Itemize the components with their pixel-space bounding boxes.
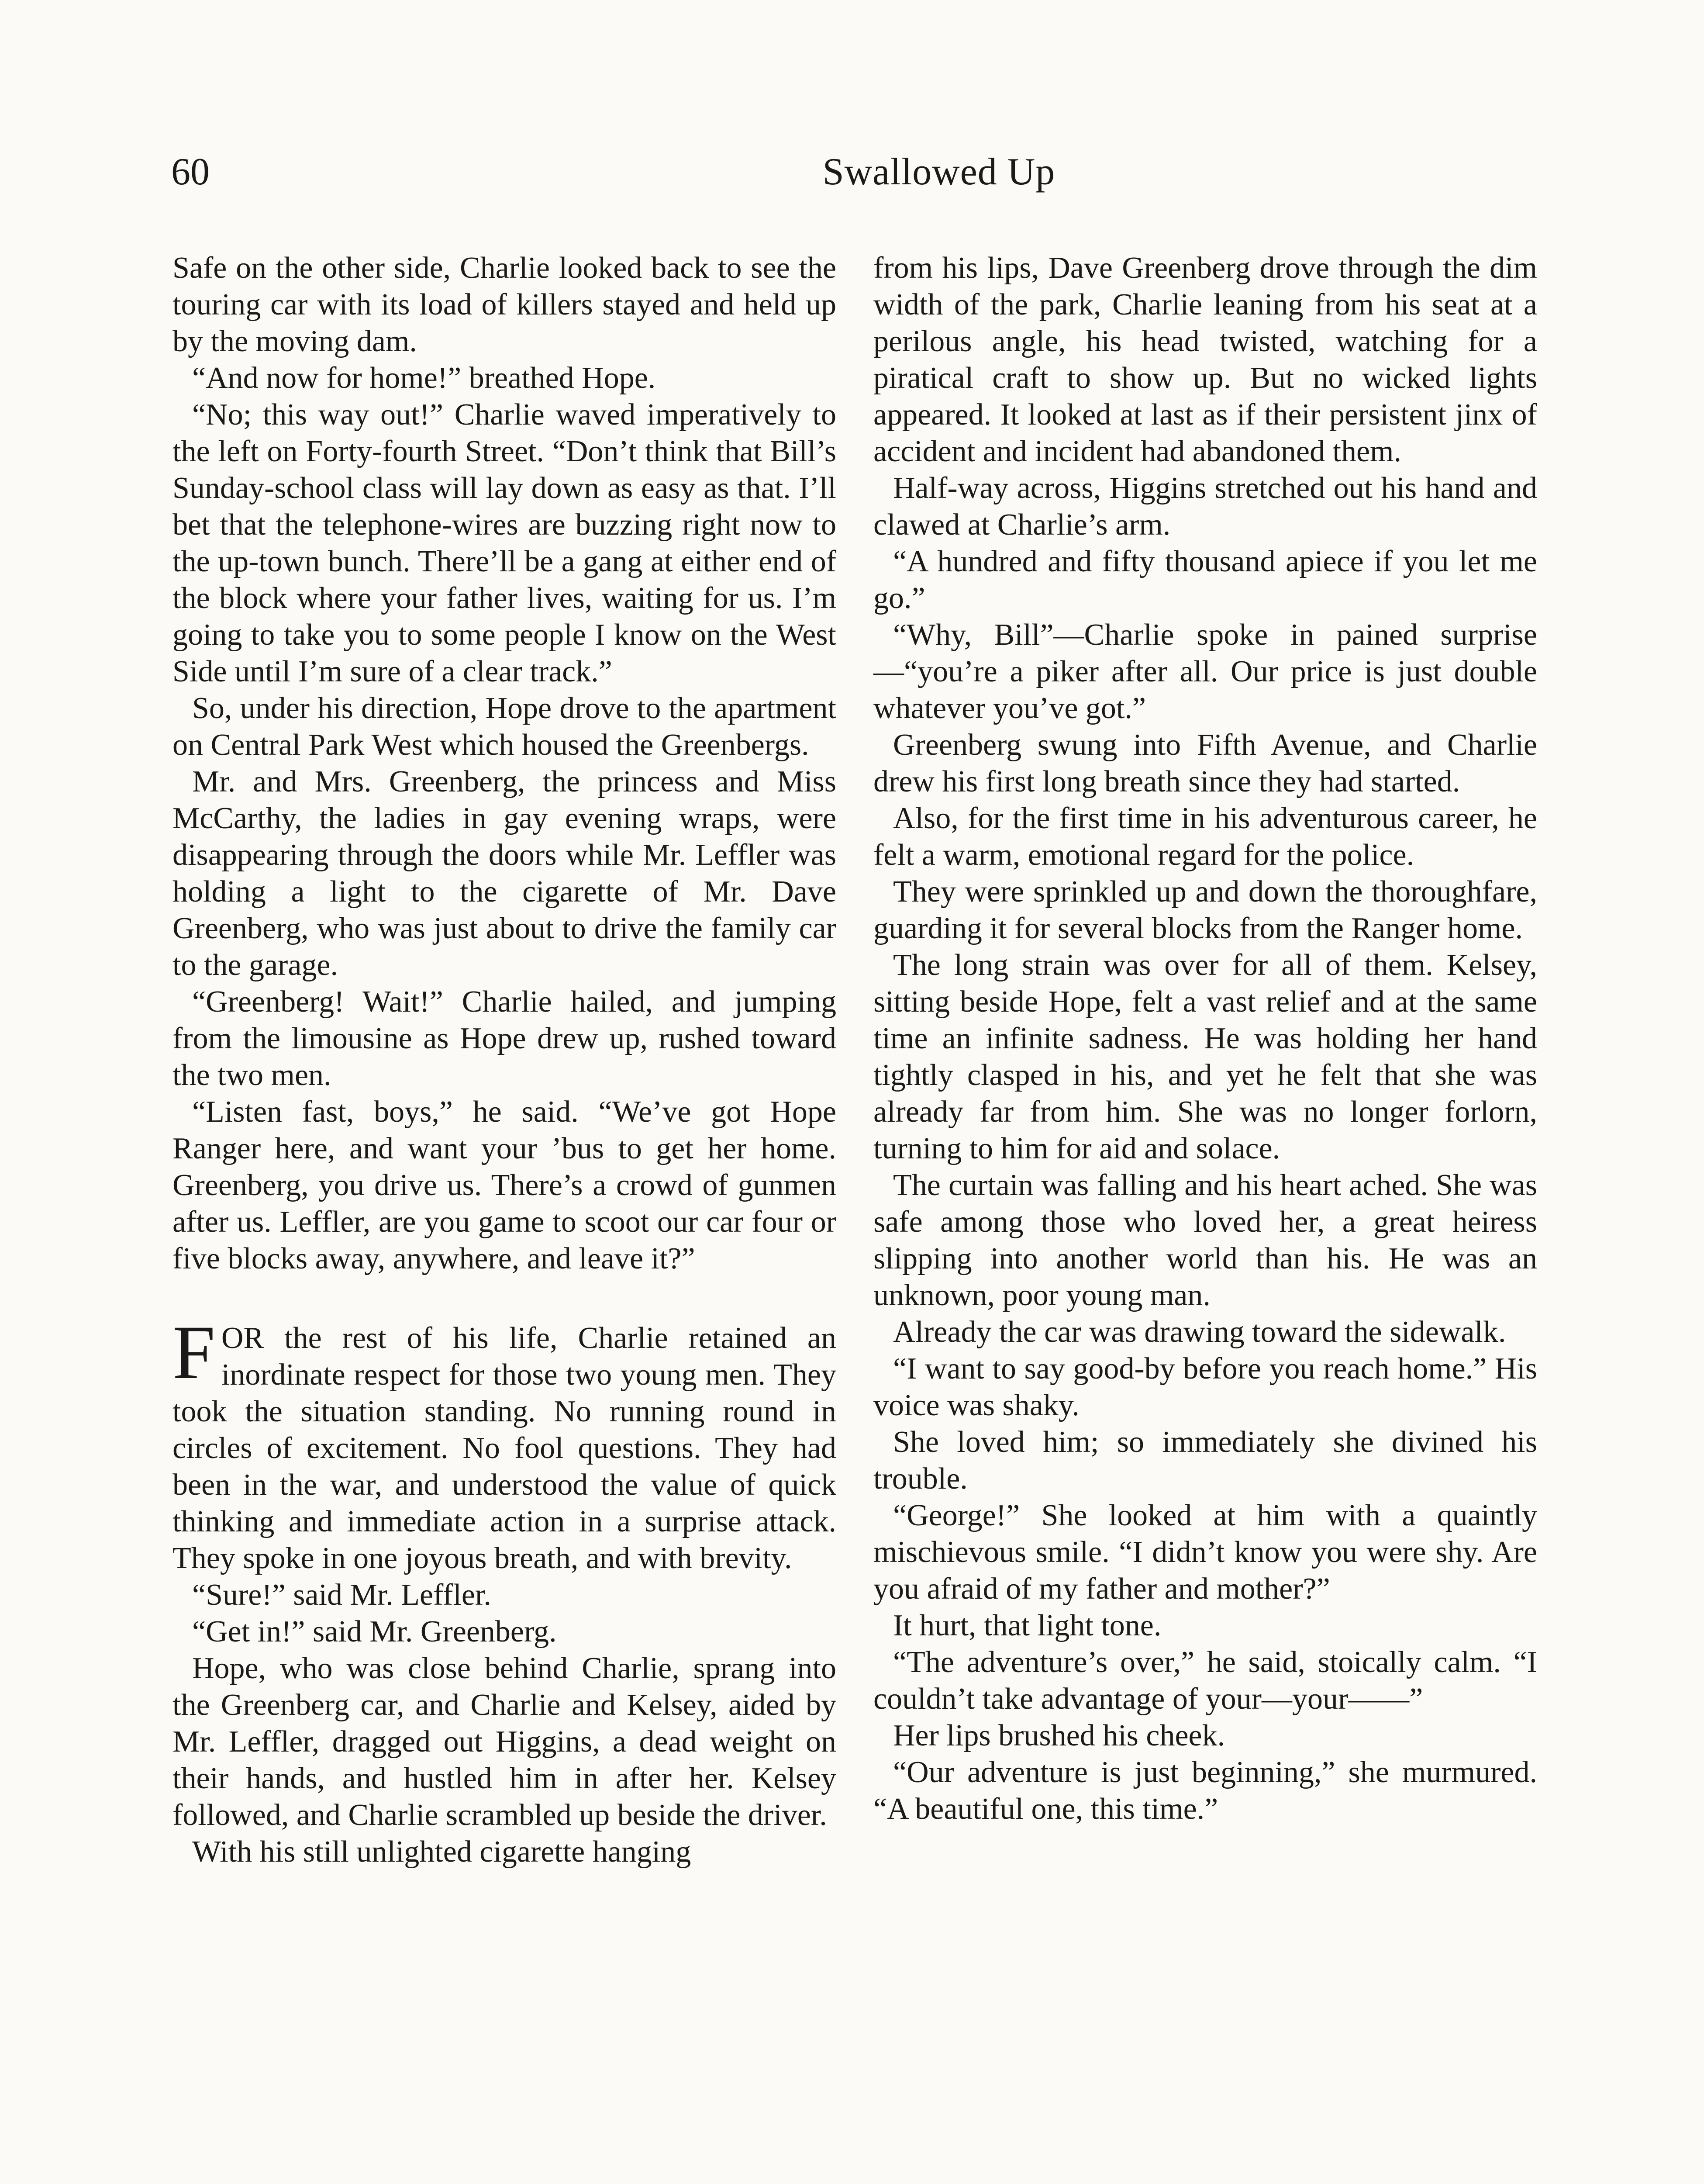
paragraph: Hope, who was close behind Charlie, sprang into the Greenberg car, and Charlie and Kelsey, aided by Mr. Leffler, dragged out Higgins, a dead weight on their hands, and hustled him in after her. Kelsey followed, and Charlie scrambled up beside the driver.	[172, 1652, 836, 1832]
paragraph: “George!” She looked at him with a quaintly mischievous smile. “I didn’t know you were shy. Are you afraid of my father and mother?”	[873, 1499, 1537, 1606]
right-column	[873, 250, 1537, 1828]
paragraph: “Listen fast, boys,” he said. “We’ve got Hope Ranger here, and want your ’bus to get her home. Greenberg, you drive us. There’s a crowd of gunmen after us. Leffler, are you game to scoot our car four or five blocks away, anywhere, and leave it?”	[172, 1095, 836, 1275]
paragraph: Half-way across, Higgins stretched out his hand and clawed at Charlie’s arm.	[873, 471, 1537, 542]
section-break	[172, 1277, 836, 1320]
paragraph: “Sure!” said Mr. Leffler.	[192, 1578, 491, 1612]
paragraph: “I want to say good-by before you reach home.” His voice was shaky.	[873, 1352, 1537, 1422]
paragraph: Greenberg swung into Fifth Avenue, and Charlie drew his first long breath since they had started.	[873, 728, 1537, 798]
paragraph: “Why, Bill”—Charlie spoke in pained surprise—“you’re a piker after all. Our price is just double whatever you’ve got.”	[873, 618, 1537, 725]
paragraph: “Get in!” said Mr. Greenberg.	[192, 1615, 557, 1648]
paragraph: So, under his direction, Hope drove to the apartment on Central Park West which housed the Greenbergs.	[172, 691, 836, 762]
paragraph: “The adventure’s over,” he said, stoically calm. “I couldn’t take advantage of your—your——”	[873, 1645, 1537, 1716]
left-column	[172, 250, 836, 1870]
paragraph: Safe on the other side, Charlie looked back to see the touring car with its load of killers stayed and held up by the moving dam.	[172, 251, 836, 358]
paragraph: “Greenberg! Wait!” Charlie hailed, and jumping from the limousine as Hope drew up, rushed toward the two men.	[172, 985, 836, 1092]
page-number: 60	[171, 151, 210, 193]
paragraph: With his still unlighted cigarette hanging	[192, 1835, 691, 1869]
paragraph: It hurt, that light tone.	[893, 1609, 1162, 1642]
paragraph: The long strain was over for all of them. Kelsey, sitting beside Hope, felt a vast relief and at the same time an infinite sadness. He was holding her hand tightly clasped in his, and yet he felt that she was already far from him. She was no longer forlorn, turning to him for aid and solace.	[873, 948, 1537, 1165]
paragraph: “No; this way out!” Charlie waved imperatively to the left on Forty-fourth Street. “Don’t think that Bill’s Sunday-school class will lay down as easy as that. I’ll bet that the telephone-wires are buzzing right now to the up-town bunch. There’ll be a gang at either end of the block where your father lives, waiting for us. I’m going to take you to some people I know on the West Side until I’m sure of a clear track.”	[172, 398, 836, 688]
paragraph: The curtain was falling and his heart ached. She was safe among those who loved her, a great heiress slipping into another world than his. He was an unknown, poor young man.	[873, 1168, 1537, 1312]
paragraph: She loved him; so immediately she divined his trouble.	[873, 1425, 1537, 1496]
drop-cap: F	[172, 1310, 215, 1395]
drop-cap-paragraph	[172, 1310, 836, 1577]
paragraph: Also, for the first time in his adventurous career, he felt a warm, emotional regard for the police.	[873, 802, 1537, 872]
paragraph: They were sprinkled up and down the thoroughfare, guarding it for several blocks from the Ranger home.	[873, 875, 1537, 945]
paragraph: “Our adventure is just beginning,” she murmured. “A beautiful one, this time.”	[873, 1755, 1537, 1826]
paragraph: “A hundred and fifty thousand apiece if you let me go.”	[873, 545, 1537, 615]
paragraph: from his lips, Dave Greenberg drove through the dim width of the park, Charlie leaning from his seat at a perilous angle, his head twisted, watching for a piratical craft to show up. But no wicked lights appeared. It looked at last as if their persistent jinx of accident and incident had abandoned them.	[873, 251, 1537, 468]
paragraph: Mr. and Mrs. Greenberg, the princess and Miss McCarthy, the ladies in gay evening wraps, were disappearing through the doors while Mr. Leffler was holding a light to the cigarette of Mr. Dave Greenberg, who was just about to drive the family car to the garage.	[172, 765, 836, 982]
running-head: Swallowed Up	[822, 151, 1056, 193]
paragraph: Already the car was drawing toward the sidewalk.	[893, 1315, 1506, 1349]
drop-cap-paragraph-text: OR the rest of his life, Charlie retained an inordinate respect for those two young men. They took the situation standing. No running round in circles of excitement. No fool questions. They had been in the war, and understood the value of quick thinking and immediate action in a surprise attack. They spoke in one joyous breath, and with brevity.	[172, 1321, 836, 1575]
paragraph: “And now for home!” breathed Hope.	[192, 361, 656, 395]
paragraph: Her lips brushed his cheek.	[893, 1719, 1225, 1752]
